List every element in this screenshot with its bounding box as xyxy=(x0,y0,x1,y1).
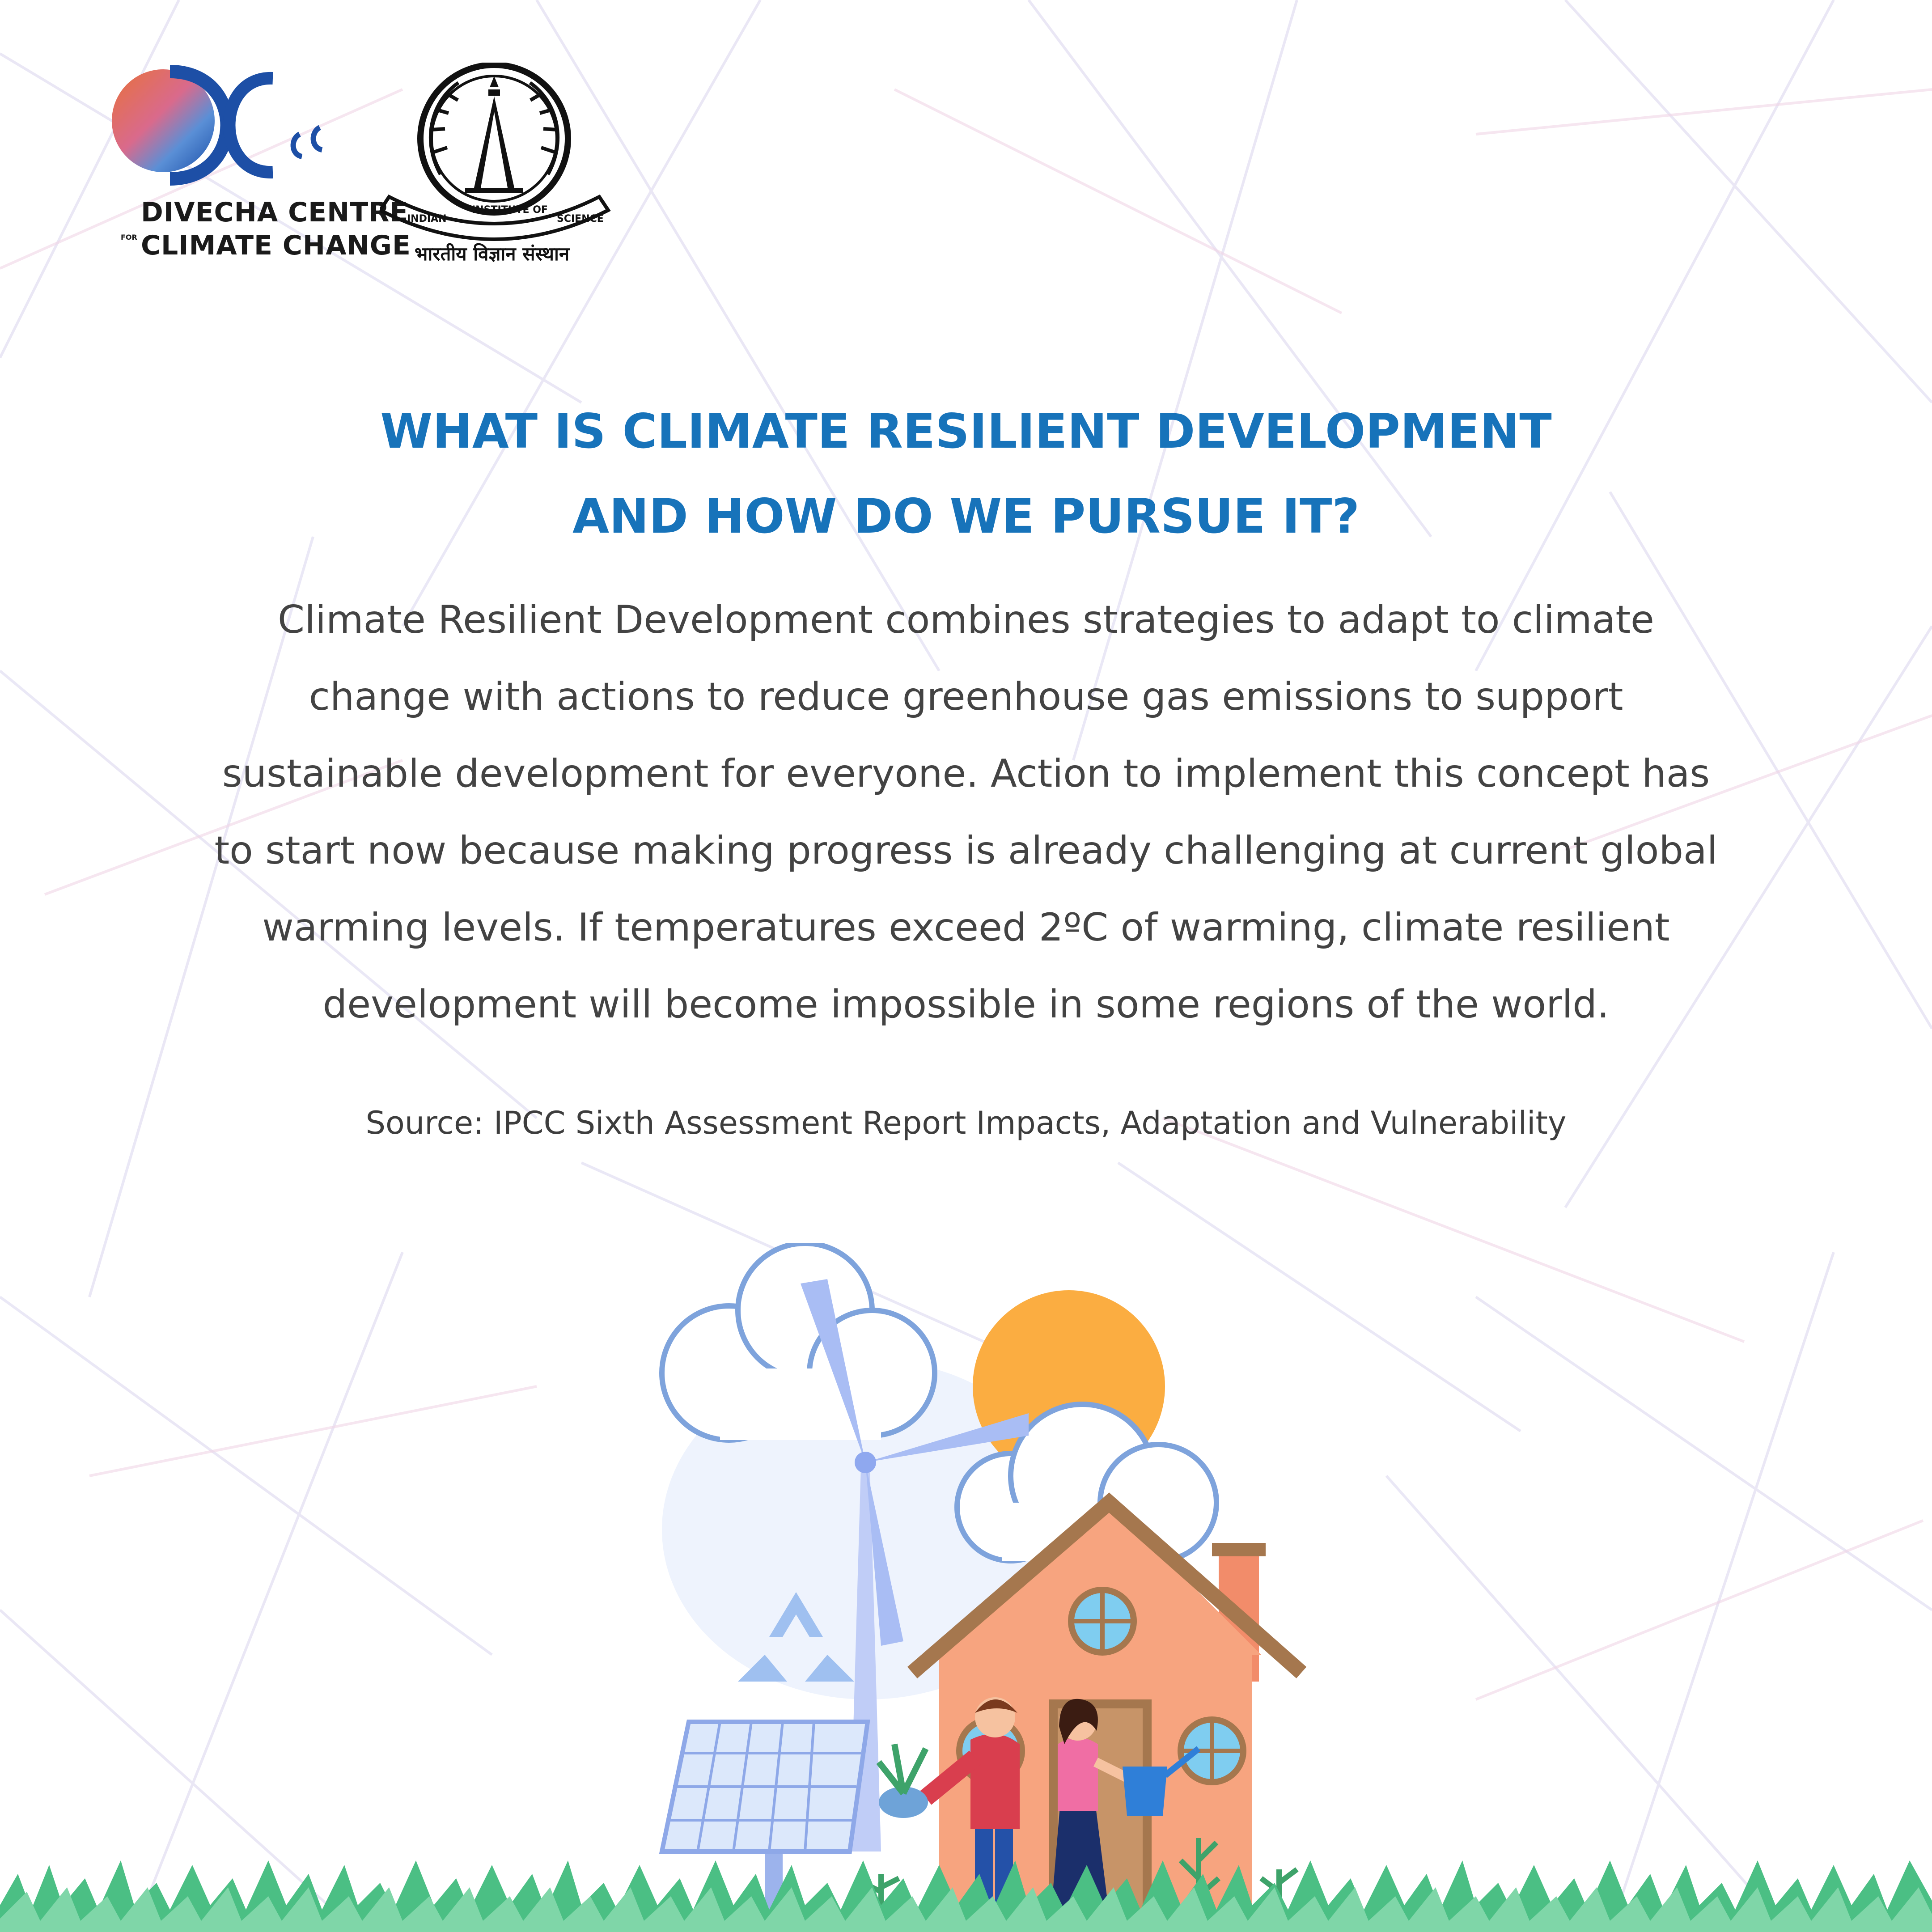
iisc-top-right: SCIENCE xyxy=(557,213,604,225)
divecha-for: FOR xyxy=(121,233,137,242)
iisc-top-left: INDIAN xyxy=(407,213,447,225)
body-paragraph xyxy=(89,581,1843,1043)
body-line: change with actions to reduce greenhouse gas emissions to support xyxy=(309,674,1623,719)
divecha-line1: DIVECHA CENTRE xyxy=(141,197,409,228)
illustration xyxy=(617,1243,1377,1932)
body-line: sustainable development for everyone. Action to implement this concept has xyxy=(222,751,1710,796)
body-line: warming levels. If temperatures exceed 2ºC of warming, climate resilient xyxy=(262,905,1670,950)
body-line: to start now because making progress is already challenging at current global xyxy=(214,828,1718,873)
cloud-icon xyxy=(662,1243,935,1440)
divecha-line2: CLIMATE CHANGE xyxy=(141,230,411,261)
page-title xyxy=(0,389,1932,559)
source-citation: Source: IPCC Sixth Assessment Report Impacts, Adaptation and Vulnerability xyxy=(365,1105,1567,1141)
body-line: development will become impossible in some regions of the world. xyxy=(322,982,1610,1027)
body-line: Climate Resilient Development combines strategies to adapt to climate xyxy=(278,597,1654,642)
logo-header xyxy=(103,63,617,277)
title-line-2: AND HOW DO WE PURSUE IT? xyxy=(572,489,1360,544)
iisc-top-middle: INSTITUTE OF xyxy=(472,204,548,216)
grass-icon xyxy=(0,1856,1932,1932)
iisc-hindi-name: भारतीय विज्ञान संस्थान xyxy=(414,243,570,265)
title-line-1: WHAT IS CLIMATE RESILIENT DEVELOPMENT xyxy=(380,404,1552,459)
